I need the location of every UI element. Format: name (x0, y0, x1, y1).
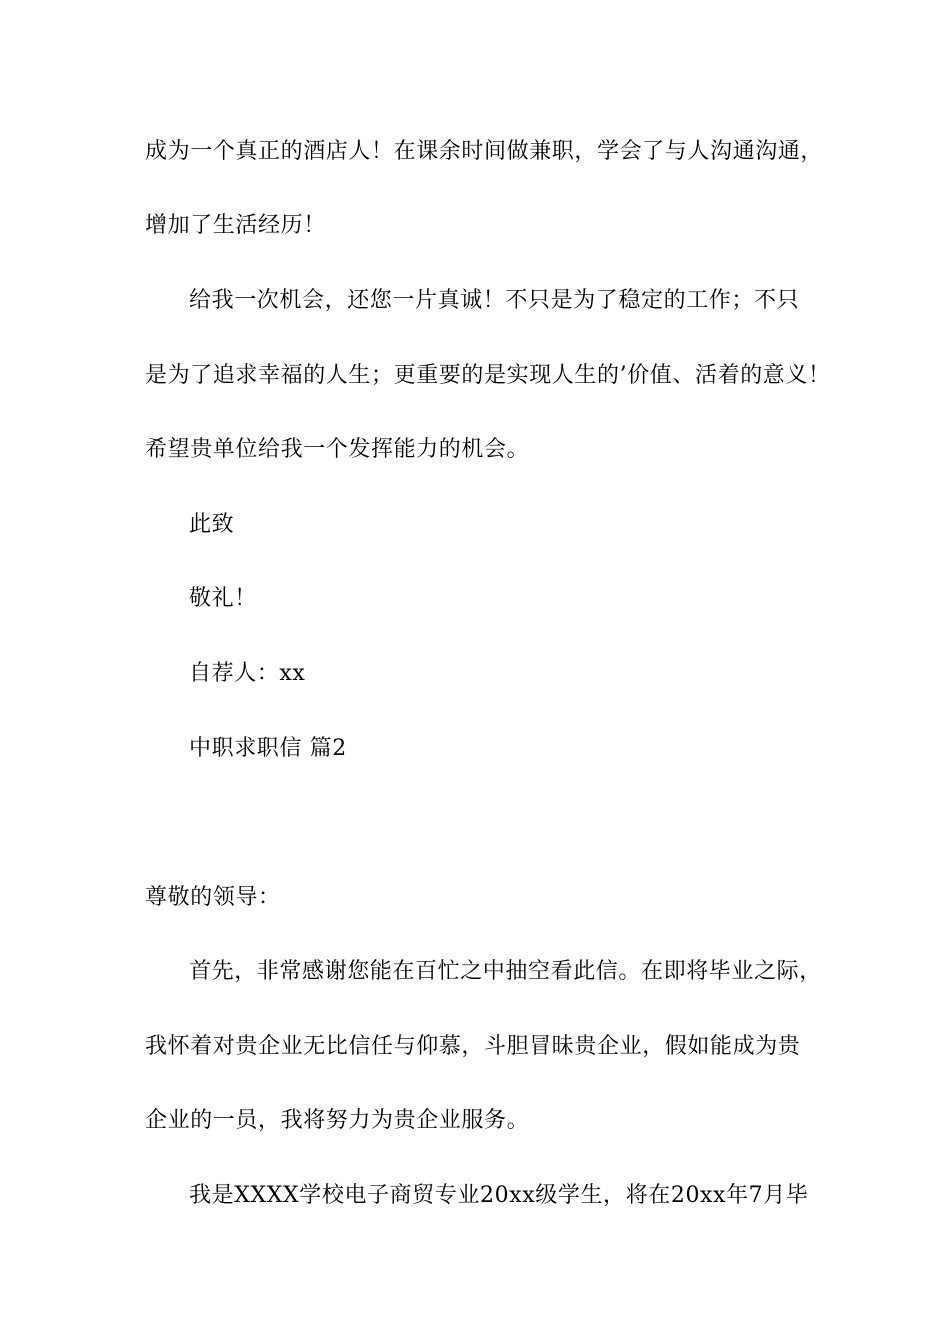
paragraph-line: 希望贵单位给我一个发挥能力的机会。 (145, 437, 530, 462)
closing-regards: 敬礼！ (189, 586, 257, 611)
paragraph-line: 我是XXXX学校电子商贸专业20xx级学生，将在20xx年7月毕 (189, 1183, 809, 1208)
paragraph-line: 给我一次机会，还您一片真诚！不只是为了稳定的工作；不只 (189, 288, 800, 313)
paragraph-line: 首先，非常感谢您能在百忙之中抽空看此信。在即将毕业之际， (189, 959, 822, 984)
closing-salutation: 此致 (189, 512, 235, 537)
paragraph-line: 增加了生活经历！ (145, 213, 326, 238)
paragraph-line: 成为一个真正的酒店人！在课余时间做兼职，学会了与人沟通沟通， (145, 139, 824, 164)
section-heading: 中职求职信 篇2 (189, 736, 347, 761)
paragraph-line: 我怀着对贵企业无比信任与仰慕，斗胆冒昧贵企业，假如能成为贵 (145, 1034, 801, 1059)
paragraph-line: 是为了追求幸福的人生；更重要的是实现人生的’价值、活着的意义！ (145, 363, 831, 388)
greeting: 尊敬的领导： (145, 885, 281, 910)
signature-line: 自荐人：xx (189, 661, 306, 686)
paragraph-line: 企业的一员，我将努力为贵企业服务。 (145, 1108, 530, 1133)
